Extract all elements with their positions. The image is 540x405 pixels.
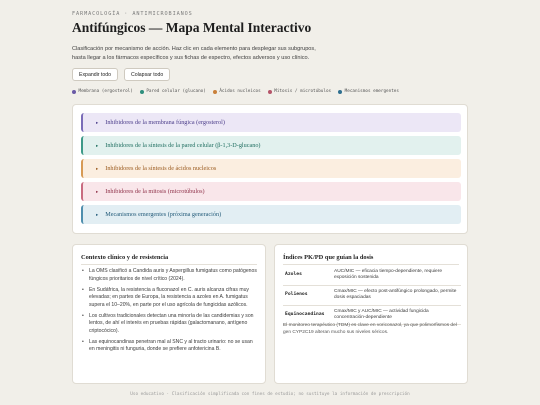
page-header: [72, 11, 472, 62]
page-title: Antifúngicos — Mapa Mental Interactivo: [72, 20, 312, 35]
expand-all-button[interactable]: Expandir todo: [72, 68, 118, 81]
expand-caret-icon: ▸: [96, 188, 99, 194]
clinical-context-card: [72, 244, 266, 384]
description-line: hasta llegar a los fármacos específicos y sus fichas de espectro, efectos adversos y uso clínico.: [72, 54, 310, 61]
drug-cell: Polienos: [283, 285, 332, 305]
index-cell: Cmax/MIC y AUC/MIC — actividad fungicida concentración-dependiente: [332, 305, 461, 325]
divider: [283, 264, 459, 265]
expand-caret-icon: ▸: [96, 165, 99, 171]
node-label: Inhibidores de la síntesis de ácidos nucleicos: [105, 165, 217, 172]
legend-label: Mecanismos emergentes: [344, 89, 399, 94]
node-label: Inhibidores de la membrana fúngica (ergosterol): [105, 119, 225, 126]
legend-item-membrane: [72, 89, 133, 94]
legend-dot: [72, 90, 76, 94]
table-row: [283, 305, 461, 325]
list-item: • Los cultivos tradicionales detectan una minoría de las candidemias y son lentos, de ahí el interés en pruebas rápidas (galactomanano, antígeno criptocócico).: [81, 313, 259, 336]
pkpd-table: [283, 266, 461, 325]
footer-disclaimer: Uso educativo · Clasificación simplificada con fines de estudio; no sustituye la información de prescripción: [130, 392, 410, 397]
legend-dot: [213, 90, 217, 94]
node-mitosis-inhibitors[interactable]: [81, 182, 461, 201]
mind-map-panel: [72, 104, 468, 234]
legend: [72, 89, 399, 94]
pkpd-card: [274, 244, 468, 384]
node-nucleic-acid-inhibitors[interactable]: [81, 159, 461, 178]
node-label: Inhibidores de la síntesis de la pared celular (β-1,3-D-glucano): [105, 142, 261, 149]
drug-cell: Equinocandinas: [283, 305, 332, 325]
legend-dot: [268, 90, 272, 94]
legend-label: Ácidos nucleicos: [219, 89, 261, 94]
legend-label: Membrana (ergosterol): [78, 89, 133, 94]
expand-caret-icon: ▸: [96, 211, 99, 217]
expand-caret-icon: ▸: [96, 142, 99, 148]
divider: [81, 264, 257, 265]
list-item: • La OMS clasificó a Candida auris y Aspergillus fumigatus como patógenos fúngicos prioritarios de nivel crítico (2024).: [81, 268, 259, 283]
node-label: Mecanismos emergentes (próxima generación): [105, 211, 222, 218]
context-list: [81, 268, 259, 357]
legend-item-mitosis: [268, 89, 331, 94]
index-cell: Cmax/MIC — efecto post-antifúngico prolongado, permite dosis espaciadas: [332, 285, 461, 305]
page-description: [72, 45, 372, 62]
table-row: [283, 266, 461, 285]
legend-item-emerging: [338, 89, 399, 94]
page-kicker: FARMACOLOGÍA · ANTIMICROBIANOS: [72, 11, 193, 17]
legend-label: Mitosis / microtúbulos: [274, 89, 332, 94]
tdm-note: El monitoreo terapéutico (TDM) es clave en voriconazol, ya que polimorfismos del gen CYP2C19 alteran mucho sus niveles séricos.: [283, 323, 457, 335]
legend-item-nucleic-acids: [213, 89, 261, 94]
node-membrane-inhibitors[interactable]: [81, 113, 461, 132]
drug-cell: Azoles: [283, 266, 332, 285]
collapse-all-button[interactable]: Colapsar todo: [124, 68, 170, 81]
card-title: Contexto clínico y de resistencia: [81, 254, 169, 261]
expand-caret-icon: ▸: [96, 119, 99, 125]
card-title: Índices PK/PD que guían la dosis: [283, 254, 374, 261]
node-emerging-mechanisms[interactable]: [81, 205, 461, 224]
description-line: Clasificación por mecanismo de acción. Haz clic en cada elemento para desplegar sus subgrupos,: [72, 46, 316, 52]
node-cell-wall-inhibitors[interactable]: [81, 136, 461, 155]
list-item: • En Sudáfrica, la resistencia a fluconazol en C. auris alcanza cifras muy elevadas; en partes de Europa, la resistencia a azoles en A. fumigatus supera el 10–20%, en parte por el uso agrícola de fungicidas azólicos.: [81, 287, 259, 310]
table-row: [283, 285, 461, 305]
index-cell: AUC/MIC — eficacia tiempo-dependiente, requiere exposición sostenida: [332, 266, 461, 285]
legend-dot: [338, 90, 342, 94]
legend-dot: [140, 90, 144, 94]
legend-label: Pared celular (glucano): [146, 89, 206, 94]
node-label: Inhibidores de la mitosis (microtúbulos): [105, 188, 205, 195]
legend-item-cell-wall: [140, 89, 206, 94]
list-item: • Las equinocandinas penetran mal al SNC y al tracto urinario: no se usan en meningitis ni funguria, donde se prefiere anfotericina B.: [81, 339, 259, 354]
toolbar: [72, 68, 170, 81]
